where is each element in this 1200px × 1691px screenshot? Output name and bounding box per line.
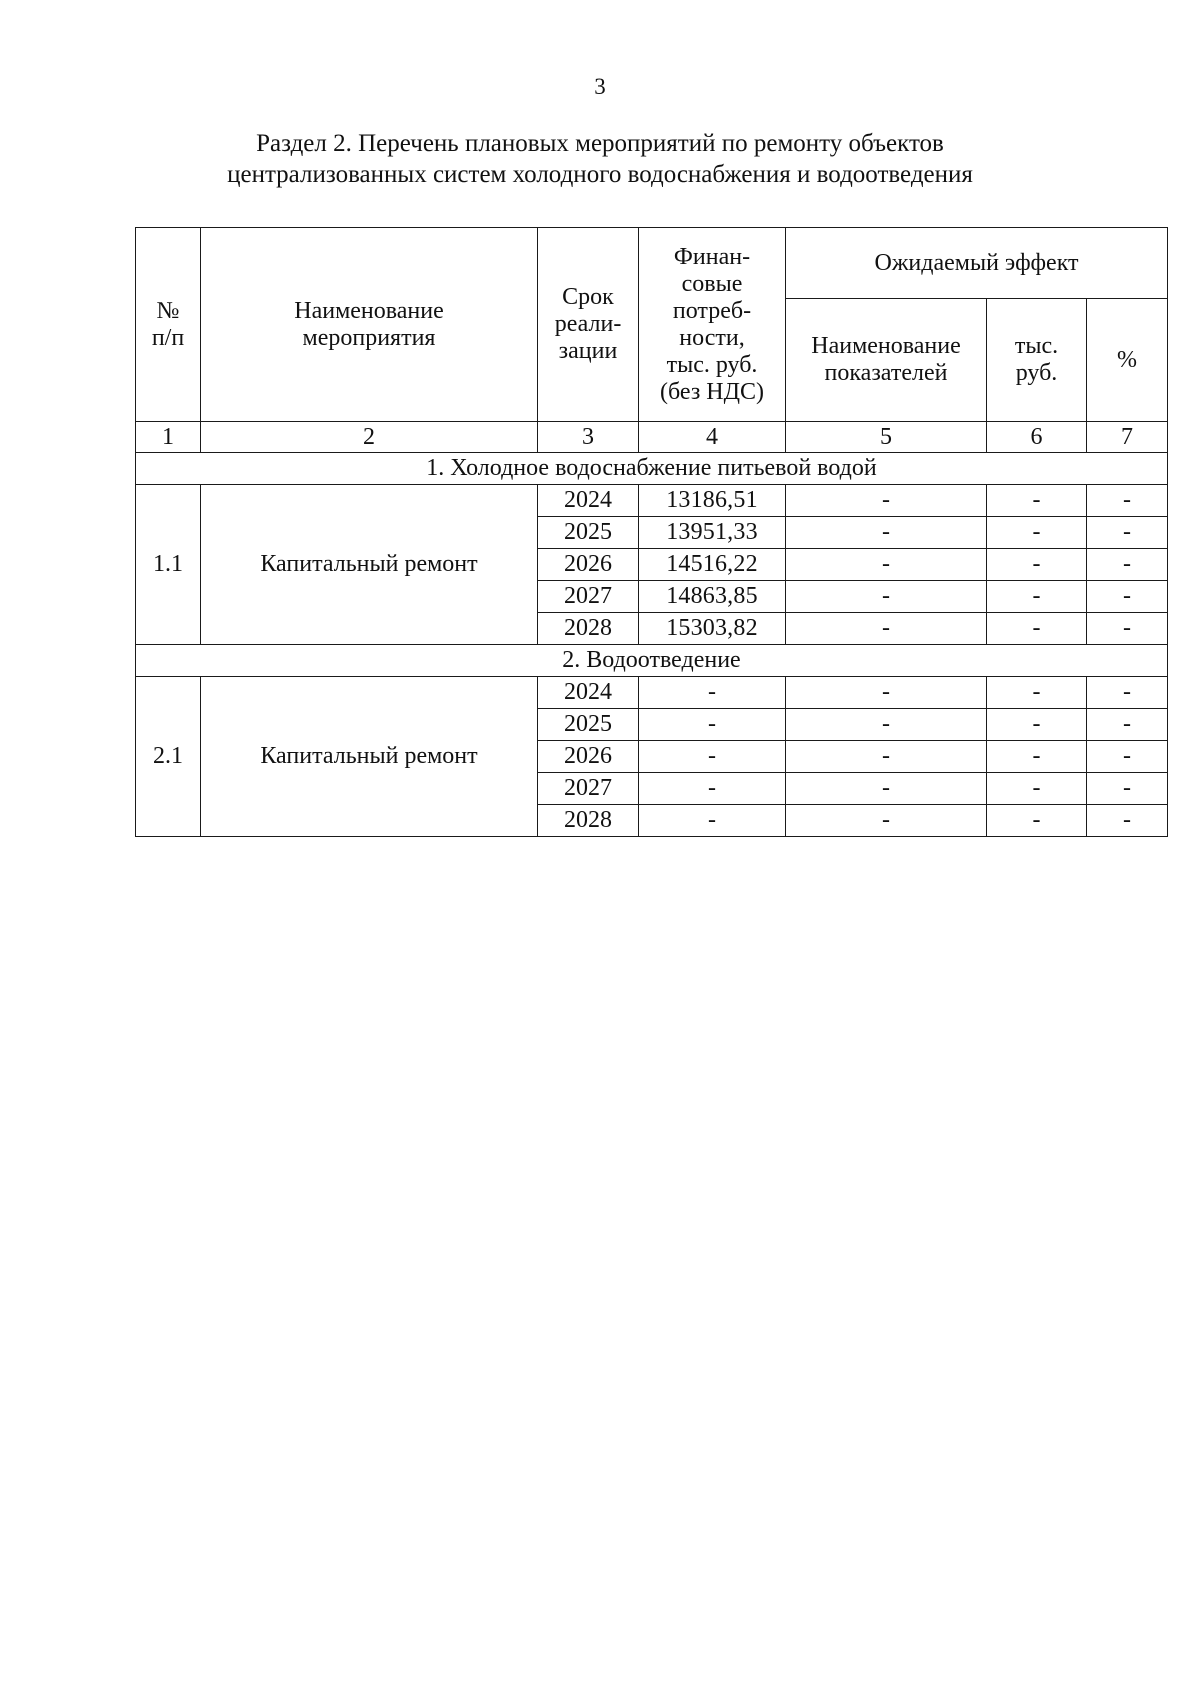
finance-cell: - xyxy=(639,773,786,805)
indicator-cell: - xyxy=(786,805,987,837)
indicator-cell: - xyxy=(786,485,987,517)
header-line: Наименование xyxy=(294,297,444,324)
section-title-line-2: централизованных систем холодного водоснабжения и водоотведения xyxy=(227,161,973,188)
header-line: Наименование xyxy=(811,333,961,359)
year-cell: 2024 xyxy=(538,485,639,517)
column-number: 5 xyxy=(786,422,987,453)
thousand-rub-cell: - xyxy=(987,709,1087,741)
column-number-row xyxy=(136,422,1168,453)
thousand-rub-cell: - xyxy=(987,677,1087,709)
header-implementation-period xyxy=(538,228,639,422)
header-line: потреб- xyxy=(672,297,752,324)
header-line: руб. xyxy=(1015,360,1058,386)
percent-cell: - xyxy=(1087,581,1168,613)
percent-cell: - xyxy=(1087,805,1168,837)
column-number: 2 xyxy=(201,422,538,453)
finance-cell: - xyxy=(639,677,786,709)
item-activity-name: Капитальный ремонт xyxy=(201,485,538,645)
year-cell: 2027 xyxy=(538,581,639,613)
table-row xyxy=(136,677,1168,709)
finance-cell: - xyxy=(639,805,786,837)
thousand-rub-cell: - xyxy=(987,805,1087,837)
header-line: тыс. руб. xyxy=(666,351,758,378)
header-line: Срок xyxy=(562,284,614,310)
header-line: показателей xyxy=(824,360,948,386)
year-cell: 2026 xyxy=(538,549,639,581)
thousand-rub-cell: - xyxy=(987,613,1087,645)
percent-cell: - xyxy=(1087,741,1168,773)
header-indicator-name xyxy=(786,299,987,422)
header-line: тыс. xyxy=(1014,333,1059,359)
percent-cell: - xyxy=(1087,709,1168,741)
finance-cell: 13951,33 xyxy=(639,517,786,549)
group-heading-wastewater: 2. Водоотведение xyxy=(136,645,1168,677)
column-number: 6 xyxy=(987,422,1087,453)
finance-cell: - xyxy=(639,741,786,773)
header-line: мероприятия xyxy=(302,324,436,351)
column-number: 1 xyxy=(136,422,201,453)
year-cell: 2025 xyxy=(538,517,639,549)
indicator-cell: - xyxy=(786,613,987,645)
header-line: (без НДС) xyxy=(659,378,764,405)
indicator-cell: - xyxy=(786,549,987,581)
year-cell: 2024 xyxy=(538,677,639,709)
thousand-rub-cell: - xyxy=(987,741,1087,773)
thousand-rub-cell: - xyxy=(987,581,1087,613)
finance-cell: 15303,82 xyxy=(639,613,786,645)
header-expected-effect: Ожидаемый эффект xyxy=(786,228,1168,299)
header-thousand-rub xyxy=(987,299,1087,422)
header-financial-needs xyxy=(639,228,786,422)
indicator-cell: - xyxy=(786,517,987,549)
section-title-line-1: Раздел 2. Перечень плановых мероприятий по ремонту объектов xyxy=(256,130,944,157)
header-line: ности, xyxy=(679,324,745,351)
thousand-rub-cell: - xyxy=(987,773,1087,805)
percent-cell: - xyxy=(1087,677,1168,709)
year-cell: 2028 xyxy=(538,613,639,645)
activities-table xyxy=(135,227,1168,837)
section-title xyxy=(0,128,1200,190)
finance-cell: - xyxy=(639,709,786,741)
header-line: п/п xyxy=(151,324,185,351)
page-number: 3 xyxy=(594,74,606,99)
header-activity-name xyxy=(201,228,538,422)
year-cell: 2028 xyxy=(538,805,639,837)
percent-cell: - xyxy=(1087,773,1168,805)
thousand-rub-cell: - xyxy=(987,485,1087,517)
item-activity-name: Капитальный ремонт xyxy=(201,677,538,837)
year-cell: 2027 xyxy=(538,773,639,805)
thousand-rub-cell: - xyxy=(987,549,1087,581)
indicator-cell: - xyxy=(786,581,987,613)
indicator-cell: - xyxy=(786,741,987,773)
header-line: Финан- xyxy=(673,243,751,270)
column-number: 4 xyxy=(639,422,786,453)
indicator-cell: - xyxy=(786,709,987,741)
year-cell: 2025 xyxy=(538,709,639,741)
item-number: 1.1 xyxy=(136,485,201,645)
indicator-cell: - xyxy=(786,677,987,709)
percent-cell: - xyxy=(1087,517,1168,549)
group-heading-row xyxy=(136,645,1168,677)
percent-cell: - xyxy=(1087,549,1168,581)
table-row xyxy=(136,485,1168,517)
header-line: реали- xyxy=(554,311,622,337)
column-number: 3 xyxy=(538,422,639,453)
finance-cell: 14516,22 xyxy=(639,549,786,581)
header-percent: % xyxy=(1087,299,1168,422)
finance-cell: 14863,85 xyxy=(639,581,786,613)
year-cell: 2026 xyxy=(538,741,639,773)
indicator-cell: - xyxy=(786,773,987,805)
column-number: 7 xyxy=(1087,422,1168,453)
header-row-number xyxy=(136,228,201,422)
header-line: зации xyxy=(558,338,618,364)
thousand-rub-cell: - xyxy=(987,517,1087,549)
finance-cell: 13186,51 xyxy=(639,485,786,517)
item-number: 2.1 xyxy=(136,677,201,837)
group-heading-cold-water: 1. Холодное водоснабжение питьевой водой xyxy=(136,453,1168,485)
group-heading-row xyxy=(136,453,1168,485)
header-line: совые xyxy=(681,270,743,297)
percent-cell: - xyxy=(1087,613,1168,645)
header-line: № xyxy=(156,297,180,324)
percent-cell: - xyxy=(1087,485,1168,517)
